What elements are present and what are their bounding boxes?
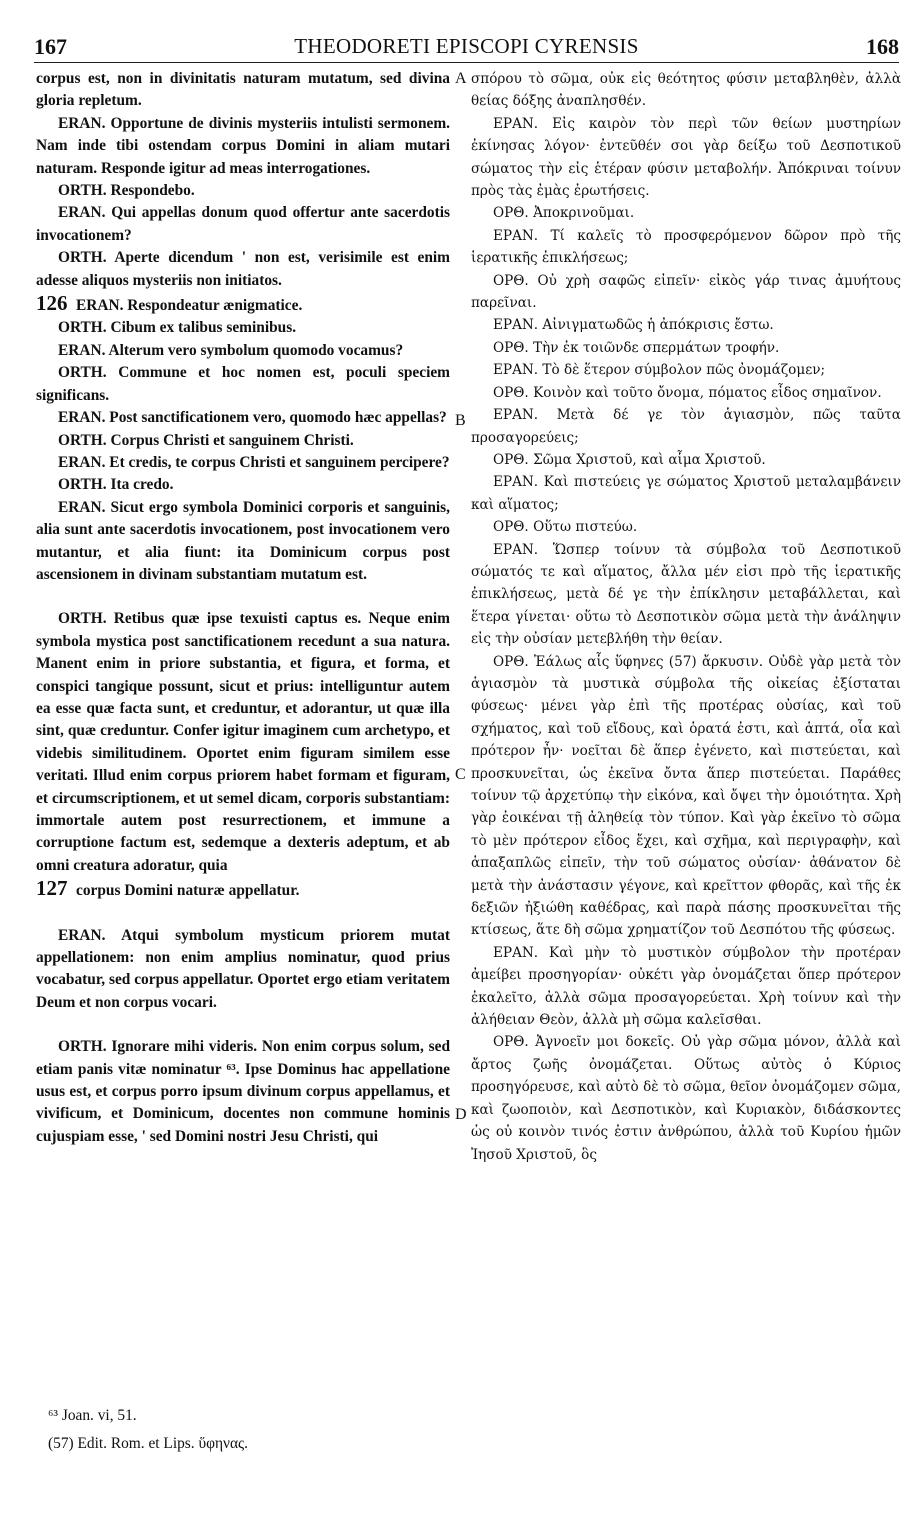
margin-letter: C: [455, 766, 466, 783]
latin-paragraph: ERAN. Post sanctificationem vero, quomodo hæc appellas?: [58, 409, 447, 427]
footnote: (57) Edit. Rom. et Lips. ὕφηνας.: [48, 1435, 248, 1452]
running-title: THEODORETI EPISCOPI CYRENSIS: [294, 34, 639, 58]
latin-paragraph: ERAN. Alterum vero symbolum quomodo vocamus?: [58, 341, 404, 359]
greek-paragraph: ΟΡΘ. Ἑάλως αἷς ὕφηνες (57) ἄρκυσιν. Οὐδὲ γὰρ μετὰ τὸν ἁγιασμὸν τὰ μυστικὰ σύμβολα τῆς οἰκείας ἐξίσταται φύσεως· μένει γὰρ ἐπὶ τῆς προτέρας οὐσίας, καὶ τοῦ σχήματος, καὶ τοῦ εἴδους, καὶ ὁρατά ἐστι, καὶ ἁπτά, οἷα καὶ πρότερον ἦν· νοεῖται δὲ ἅπερ ἐγένετο, καὶ πιστεύεται, καὶ προσκυνεῖται, ὡς ἐκεῖνα ὄντα ἅπερ πιστεύεται. Παράθες τοίνυν τῷ ἀρχετύπῳ τὴν εἰκόνα, καὶ ὄψει τὴν ὁμοιότητα. Χρὴ γὰρ ἐοικέναι τῇ ἀληθείᾳ τὸν τύπον. Καὶ γὰρ ἐκεῖνο τὸ σῶμα τὸ μὲν πρότερον εἶδος ἔχει, καὶ σχῆμα, καὶ περιγραφὴν, καὶ ἁπαξαπλῶς εἰπεῖν, τὴν τοῦ σώματος οὐσίαν· ἀθάνατον δὲ μετὰ τὴν ἀνάστασιν γέγονε, καὶ κρεῖττον φθορᾶς, καὶ τῆς ἐκ δεξιῶν ἠξιώθη καθέδρας, καὶ παρὰ πάσης προσκυνεῖται τῆς κτίσεως, ἅτε δὴ σῶμα χρηματίζον τοῦ Δεσπότου τῆς φύσεως.: [471, 653, 901, 939]
greek-paragraph: ΕΡΑΝ. Αἰνιγματωδῶς ἡ ἀπόκρισις ἔστω.: [493, 317, 774, 334]
latin-paragraph: ERAN. Qui appellas donum quod offertur ante sacerdotis invocationem?: [36, 204, 450, 244]
latin-paragraph: ERAN. Opportune de divinis mysteriis intulisti sermonem. Nam inde tibi ostendam corpus Domini in aliam mutari naturam. Responde igitur ad meas interrogationes.: [36, 114, 450, 177]
latin-paragraph: ORTH. Aperte dicendum ' non est, verisimile est enim adesse aliquos mysteriis non initiatos.: [36, 249, 450, 289]
latin-paragraph: ERAN. Sicut ergo symbola Dominici corporis et sanguinis, alia sunt ante sacerdotis invocationem, post invocationem vero mutantur, et alia fiunt: ita Dominicum corpus post ascensionem in divinam substantiam mutatum est.: [36, 498, 450, 583]
greek-paragraph: ΕΡΑΝ. Ὥσπερ τοίνυν τὰ σύμβολα τοῦ Δεσποτικοῦ σώματός τε καὶ αἵματος, ἄλλα μέν εἰσι πρὸ τῆς ἱερατικῆς ἐπικλήσεως, μετὰ δέ γε τὴν ἐπίκλησιν μεταβάλλεται, καὶ ἕτερα γίνεται· οὕτω τὸ Δεσποτικὸν σῶμα μετὰ τὴν ἀνάληψιν εἰς τὴν οὐσίαν μετεβλήθη τὴν θείαν.: [471, 541, 901, 648]
greek-paragraph: ΟΡΘ. Οὕτω πιστεύω.: [493, 519, 638, 536]
greek-paragraph: ΕΡΑΝ. Μετὰ δέ γε τὸν ἁγιασμὸν, πῶς ταῦτα προσαγορεύεις;: [471, 407, 901, 446]
greek-paragraph: ΕΡΑΝ. Καὶ πιστεύεις γε σώματος Χριστοῦ μεταλαμβάνειν καὶ αἵματος;: [471, 474, 901, 513]
greek-paragraph: ΟΡΘ. Ἀγνοεῖν μοι δοκεῖς. Οὐ γὰρ σῶμα μόνον, ἀλλὰ καὶ ἄρτος ζωῆς ὀνομάζεται. Οὕτως αὐτὸς ὁ Κύριος προσηγόρευσε, καὶ αὐτὸ δὲ τὸ σῶμα, θεῖον ὀνομάζομεν σῶμα, καὶ ζωοποιὸν, καὶ Δεσποτικὸν, καὶ Κυριακὸν, διδάσκοντες ὡς οὐ κοινὸν τινός ἐστιν ἀνθρώπου, ἀλλὰ τοῦ Κυρίου ἡμῶν Ἰησοῦ Χριστοῦ, ὃς: [471, 1034, 901, 1163]
latin-paragraph: ERAN. Atqui symbolum mysticum priorem mutat appellationem: non enim amplius nominatur, quod prius vocabatur, sed corpus appellatur. Oportet ergo etiam veritatem Deum et non corpus vocari.: [36, 926, 450, 1011]
latin-paragraph: corpus est, non in divinitatis naturam mutatum, sed divina gloria repletum.: [36, 70, 450, 110]
latin-paragraph: ERAN. Respondeatur ænigmatice.: [76, 297, 303, 315]
footnote: ⁶³ Joan. vi, 51.: [48, 1407, 137, 1424]
page-number-right: 168: [866, 34, 899, 59]
greek-paragraph: ΟΡΘ. Οὐ χρὴ σαφῶς εἰπεῖν· εἰκὸς γάρ τινας ἀμυήτους παρεῖναι.: [471, 272, 901, 312]
latin-paragraph: ORTH. Ita credo.: [58, 476, 174, 494]
latin-paragraph: ORTH. Respondebo.: [58, 182, 195, 200]
greek-paragraph: σπόρου τὸ σῶμα, οὐκ εἰς θεότητος φύσιν μεταβληθὲν, ἀλλὰ θείας δόξης ἀναπλησθέν.: [471, 71, 901, 110]
greek-paragraph: ΟΡΘ. Κοινὸν καὶ τοῦτο ὄνομα, πόματος εἶδος σημαῖνον.: [493, 384, 882, 401]
latin-paragraph: ORTH. Retibus quæ ipse texuisti captus es. Neque enim symbola mystica post sanctificationem recedunt a sua natura. Manent enim in priore substantia, et figura, et forma, et conspici tangique possunt, sicut et prius: intelliguntur autem ea esse quæ facta sunt, et creduntur, et adorantur, ut quæ illa sint, quæ creduntur. Confer igitur imaginem cum archetypo, et videbis similitudinem. Oportet enim figuram similem esse veritati. Illud enim corpus priorem habet formam et figuram, et circumscriptionem, et ut semel dicam, corporis substantiam: immortale autem post resurrectionem, et immune a corruptione factum est, sedemque a dexteris adeptum, et ab omni creatura adoratur, quia: [36, 610, 450, 874]
latin-column: [36, 68, 450, 1148]
margin-letter: A: [455, 70, 467, 87]
latin-paragraph: ORTH. Commune et hoc nomen est, poculi speciem significans.: [36, 364, 450, 404]
greek-paragraph: ΕΡΑΝ. Τὸ δὲ ἕτερον σύμβολον πῶς ὀνομάζομεν;: [493, 362, 826, 379]
column-number: 127: [36, 876, 68, 901]
column-number: 126: [36, 291, 68, 316]
page-header: [34, 30, 899, 63]
greek-column: [471, 68, 901, 1166]
greek-paragraph: ΕΡΑΝ. Καὶ μὴν τὸ μυστικὸν σύμβολον τὴν προτέραν ἀμείβει προσηγορίαν· οὐκέτι γὰρ ὀνομάζεται ὅπερ πρότερον ἐκαλεῖτο, ἀλλὰ σῶμα προσαγορεύεται. Χρὴ τοίνυν καὶ τὴν ἀλήθειαν Θεὸν, ἀλλὰ μὴ σῶμα καλεῖσθαι.: [471, 944, 901, 1029]
latin-paragraph: ERAN. Et credis, te corpus Christi et sanguinem percipere?: [58, 453, 450, 471]
margin-letter: D: [455, 1106, 467, 1123]
latin-paragraph: ORTH. Ignorare mihi videris. Non enim corpus solum, sed etiam panis vitæ nominatur ⁶³. Ipse Dominus hac appellatione usus est, et corpus porro ipsum divinum corpus appellamus, et vivificum, et Dominicum, docentes non commune hominis cujuspiam esse, ' sed Domini nostri Jesu Christi, qui: [36, 1038, 450, 1145]
latin-paragraph: ORTH. Cibum ex talibus seminibus.: [58, 319, 297, 337]
latin-paragraph: ORTH. Corpus Christi et sanguinem Christi.: [58, 431, 354, 449]
latin-paragraph: corpus Domini naturæ appellatur.: [76, 882, 300, 900]
greek-paragraph: ΕΡΑΝ. Εἰς καιρὸν τὸν περὶ τῶν θείων μυστηρίων ἐκίνησας λόγον· ἐντεῦθέν σοι γὰρ δείξω τοῦ Δεσποτικοῦ σώματος τὴν εἰς ἑτέραν φύσιν μεταβολήν. Ἀπόκριναι τοίνυν πρὸς τὰς ἐμὰς ἐρωτήσεις.: [471, 115, 901, 200]
margin-letter: B: [455, 412, 466, 429]
greek-paragraph: ΟΡΘ. Τὴν ἐκ τοιῶνδε σπερμάτων τροφήν.: [493, 339, 780, 356]
page-number-left: 167: [34, 34, 67, 59]
footnotes: [48, 1402, 468, 1458]
greek-paragraph: ΕΡΑΝ. Τί καλεῖς τὸ προσφερόμενον δῶρον πρὸ τῆς ἱερατικῆς ἐπικλήσεως;: [471, 227, 901, 267]
greek-paragraph: ΟΡΘ. Ἀποκρινοῦμαι.: [493, 205, 635, 222]
greek-paragraph: ΟΡΘ. Σῶμα Χριστοῦ, καὶ αἷμα Χριστοῦ.: [493, 451, 766, 468]
